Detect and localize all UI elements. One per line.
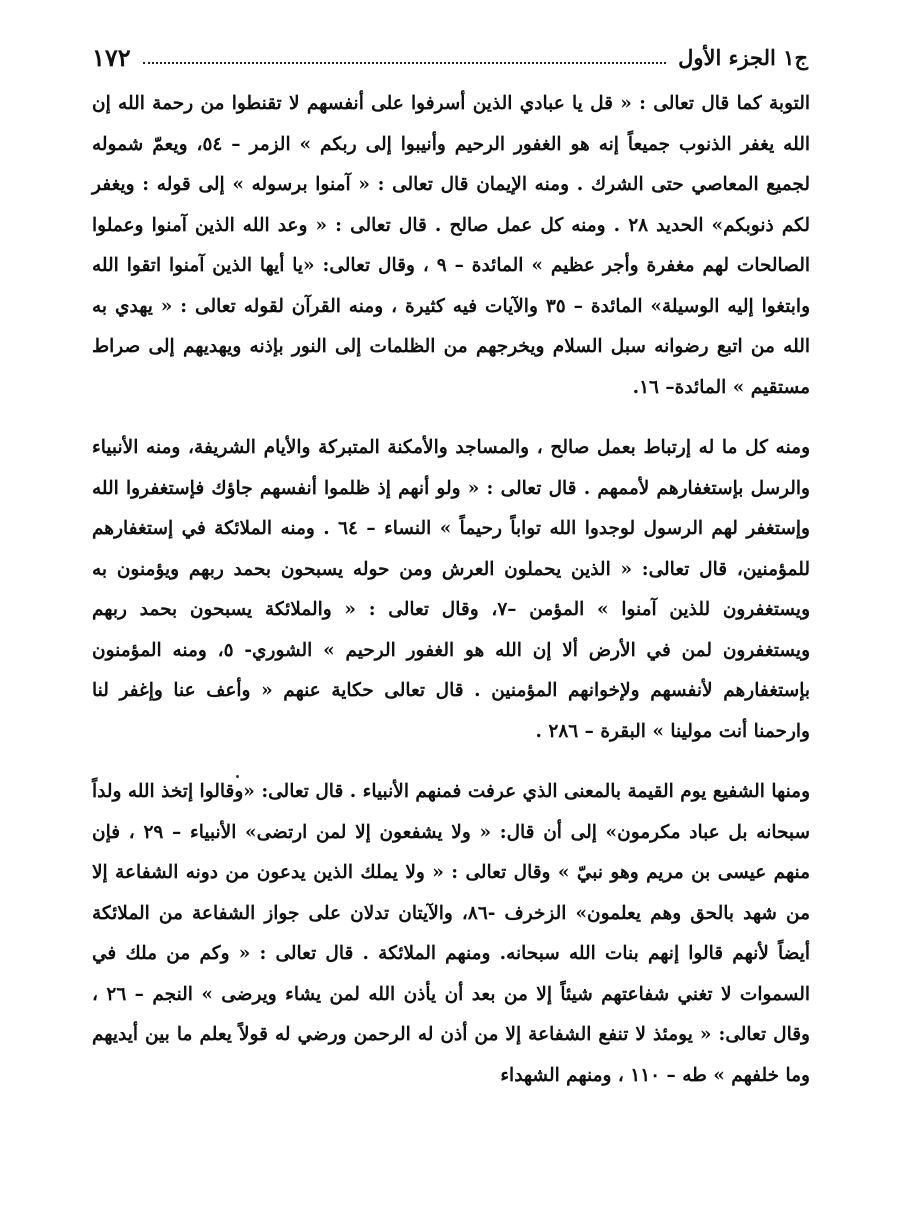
ink-speck bbox=[236, 775, 239, 778]
paragraph-2: ومنه كل ما له إرتباط بعمل صالح ، والمساجد والأمكنة المتبركة والأيام الشريفة، ومنه الأنبياء والرسل بإستغفارهم لأممهم . قال تعالى : « ولو أنهم إذ ظلموا أنفسهم جاؤك فإستغفروا الله وإستغفر لهم الرسول لوجدوا الله تواباً رحيماً » النساء – ٦٤ . ومنه الملائكة في إستغفارهم للمؤمنين، قال تعالى: « الذين يحملون العرش ومن حوله يسبحون بحمد ربهم ويؤمنون به ويستغفرون للذين آمنوا » المؤمن –٧، وقال تعالى : « والملائكة يسبحون بحمد ربهم ويستغفرون لمن في الأرض ألا إن الله هو الغفور الرحيم » الشوري- ٥، ومنه المؤمنون بإستغفارهم لأنفسهم ولإخوانهم المؤمنين . قال تعالى حكاية عنهم « وأعف عنا وإغفر لنا وارحمنا أنت مولينا » البقرة – ٢٨٦ . bbox=[92, 437, 811, 742]
body-text bbox=[92, 84, 810, 1096]
paragraph-1: التوبة كما قال تعالى : « قل يا عبادي الذين أسرفوا على أنفسهم لا تقنطوا من رحمة الله إن الله يغفر الذنوب جميعاً إنه هو الغفور الرحيم وأنيبوا إلى ربكم » الزمر – ٥٤، ويعمّ شموله لجميع المعاصي حتى الشرك . ومنه الإيمان قال تعالى : « آمنوا برسوله » إلى قوله : ويغفر لكم ذنوبكم» الحديد ٢٨ . ومنه كل عمل صالح . قال تعالى : « وعد الله الذين آمنوا وعملوا الصالحات لهم مغفرة وأجر عظيم » المائدة – ٩ ، وقال تعالى: «يا أيها الذين آمنوا اتقوا الله وابتغوا إليه الوسيلة» المائدة – ٣٥ والآيات فيه كثيرة ، ومنه القرآن لقوله تعالى : « يهدي به الله من اتبع رضوانه سبل السلام ويخرجهم من الظلمات إلى النور بإذنه ويهديهم إلى صراط مستقيم » المائدة– ١٦. bbox=[92, 93, 811, 398]
page-number: ١٧٢ bbox=[92, 42, 131, 72]
running-title: ج١ الجزء الأول bbox=[678, 44, 808, 70]
dotted-rule bbox=[143, 62, 666, 64]
page-header bbox=[92, 34, 808, 80]
paragraph-3: ومنها الشفيع يوم القيمة بالمعنى الذي عرفت فمنهم الأنبياء . قال تعالى: «وقالوا إتخذ الله ولداً سبحانه بل عباد مكرمون» إلى أن قال: « ولا يشفعون إلا لمن ارتضى» الأنبياء – ٢٩ ، فإن منهم عيسى بن مريم وهو نبيّ » وقال تعالى : « ولا يملك الذين يدعون من دونه الشفاعة إلا من شهد بالحق وهم يعلمون» الزخرف -٨٦، والآيتان تدلان على جواز الشفاعة من الملائكة أيضاً لأنهم قالوا إنهم بنات الله سبحانه. ومنهم الملائكة . قال تعالى : « وكم من ملك في السموات لا تغني شفاعتهم شيئاً إلا من بعد أن يأذن الله لمن يشاء ويرضى » النجم – ٢٦ ، وقال تعالى: « يومئذ لا تنفع الشفاعة إلا من أذن له الرحمن ورضي له قولاً يعلم ما بين أيديهم وما خلفهم » طه – ١١٠ ، ومنهم الشهداء bbox=[92, 781, 810, 1086]
